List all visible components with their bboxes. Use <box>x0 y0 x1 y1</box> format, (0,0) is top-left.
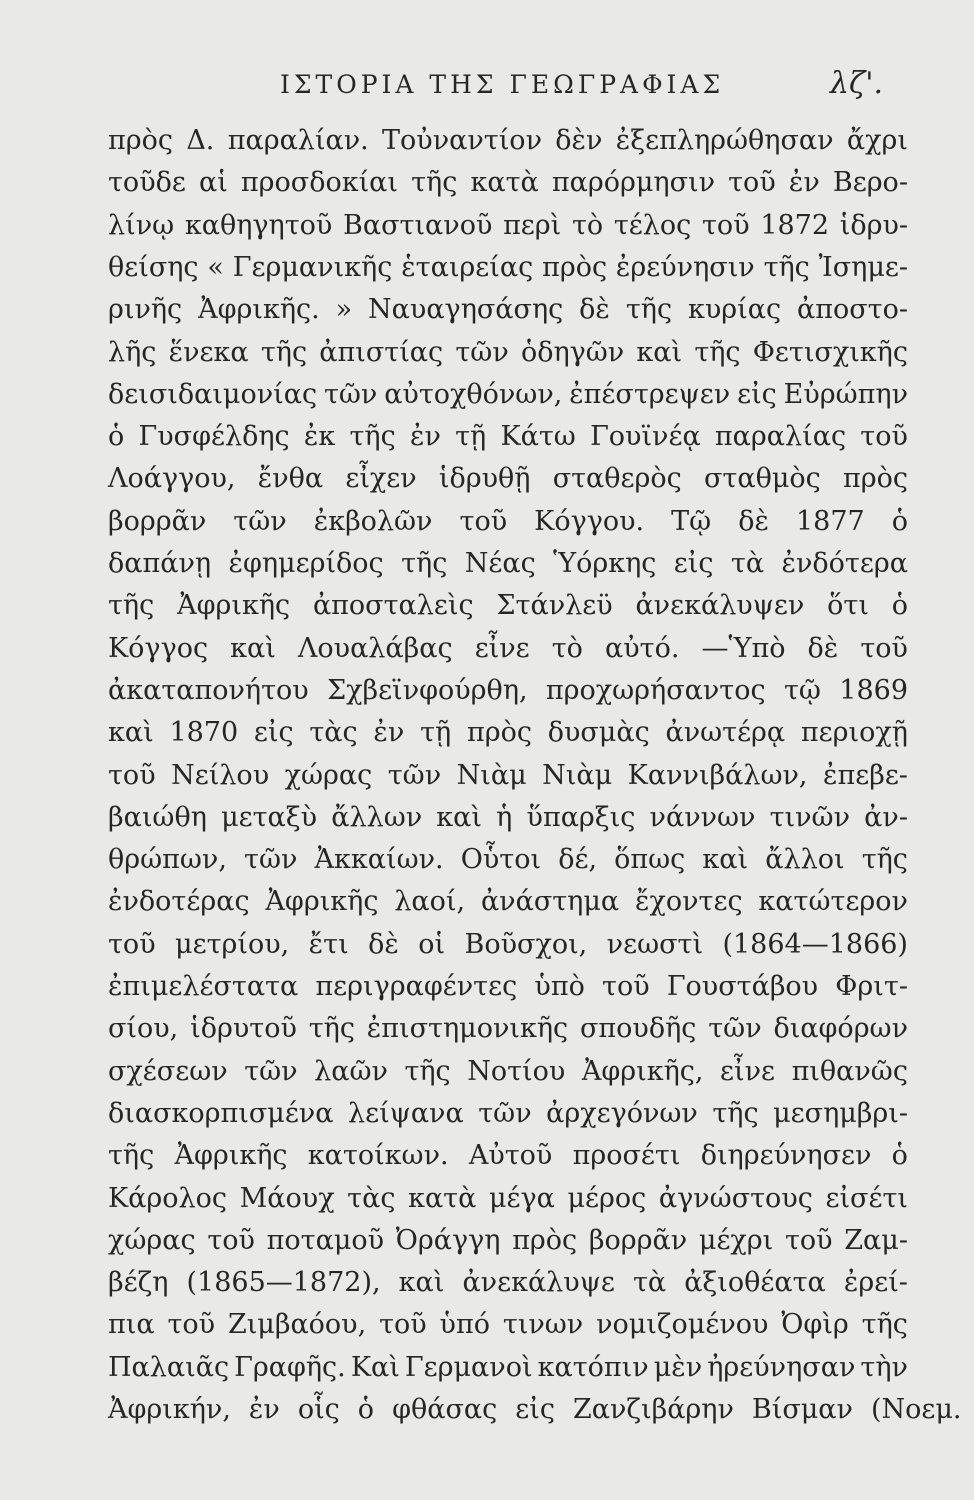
word: λῆς <box>108 336 157 368</box>
word: πρὸς <box>108 125 173 156</box>
word: ἔνθα <box>257 463 324 495</box>
word: τῶν <box>478 1097 532 1129</box>
word: Κόγγος <box>108 632 209 664</box>
word: περιοχῇ <box>800 717 908 749</box>
word: τοῦ <box>860 421 908 453</box>
text-line <box>108 837 908 883</box>
word: κατόπιν <box>537 1351 649 1383</box>
word: τὰς <box>309 717 358 749</box>
word: δαπάνῃ <box>108 548 212 579</box>
word: Δ. <box>186 125 215 156</box>
word: καὶ <box>436 801 482 833</box>
word: Κάρολος <box>108 1182 228 1214</box>
word: τὸ <box>551 632 583 664</box>
word: Νιὰμ <box>456 759 527 791</box>
word: Ζιμβαόου, <box>227 1309 367 1341</box>
word: Γερμανοὶ <box>404 1351 533 1383</box>
word: σπουδῆς <box>579 1013 697 1045</box>
word: βέζη <box>108 1267 169 1299</box>
word: πια <box>108 1309 155 1341</box>
word: ἑταιρείας <box>401 251 534 283</box>
word: Ἀκκαίων. <box>314 844 444 876</box>
word: καὶ <box>636 336 683 368</box>
word: τῆς <box>694 336 741 368</box>
word: —Ὑπὸ <box>701 632 786 664</box>
word: πρὸς <box>466 717 532 749</box>
word: οἱ <box>418 928 446 960</box>
word: ὅτι <box>827 590 869 622</box>
word: Γουστάβου <box>666 971 819 1002</box>
word: Ἰσημε- <box>818 251 908 283</box>
word: ἀκαταπονήτου <box>108 674 309 706</box>
text-line <box>108 1387 962 1433</box>
word: Βοῦσχοι, <box>464 928 588 960</box>
word: τῆς <box>260 336 308 368</box>
word: αἱ <box>198 167 228 199</box>
word: οἷς <box>297 1394 340 1425</box>
word: διαφόρων <box>773 1013 908 1045</box>
word: τῆς <box>349 421 396 453</box>
word: ἀνωτέρᾳ <box>665 717 786 749</box>
word: Ὀφὶρ <box>781 1309 849 1341</box>
word: ἐνδοτέρας <box>108 886 250 918</box>
word: διασκορπισμένα <box>108 1097 334 1129</box>
word: δὲ <box>738 505 769 537</box>
word: Ναυαγησάσης <box>368 294 564 326</box>
word: τῆς <box>411 167 458 199</box>
word: καὶ <box>702 844 749 876</box>
word: ρινῆς <box>108 294 183 326</box>
word: Ζανζιβάρην <box>572 1394 734 1425</box>
word: Λουαλάβας <box>297 632 453 664</box>
word: (1864—1866) <box>722 928 908 960</box>
word: λαοί, <box>394 886 466 918</box>
word: τοῦ <box>108 928 156 960</box>
word: ὁ <box>891 1140 908 1172</box>
word: τῷ <box>783 674 821 706</box>
word: κατὰ <box>470 167 539 199</box>
word: μεσημβρι- <box>773 1097 908 1129</box>
text-line <box>108 1218 908 1264</box>
word: παρόρμησιν <box>551 167 716 199</box>
word: βορρᾶν <box>588 1224 688 1256</box>
text-line <box>108 1091 908 1137</box>
word: ἀνεκάλυψεν <box>635 590 805 622</box>
word: ἀρχεγόνων <box>546 1097 698 1129</box>
word: τῆς <box>401 548 448 579</box>
word: τῶν <box>455 336 509 368</box>
word: προσέτι <box>572 1140 681 1172</box>
word: τῆς <box>404 1055 451 1087</box>
word: εἰς <box>737 378 777 410</box>
word: Γραφῆς. <box>234 1351 346 1383</box>
word: προσδοκίαι <box>240 167 399 199</box>
word: τῶν <box>233 505 287 537</box>
word: ἱδρυθῇ <box>438 463 531 495</box>
text-line <box>108 626 908 672</box>
text-line <box>108 118 908 164</box>
word: πιθανῶς <box>791 1055 908 1087</box>
word: μέγα <box>488 1182 555 1214</box>
word: βαιώθη <box>108 801 207 833</box>
word: προχωρήσαντος <box>545 674 766 706</box>
word: ἀν- <box>864 801 908 833</box>
word: Καὶ <box>350 1351 400 1383</box>
word: σταθμὸς <box>704 463 821 495</box>
word: Βαστιανοῦ <box>343 209 493 241</box>
word: τοῦ <box>379 1309 427 1341</box>
word: ἄχρι <box>846 125 908 156</box>
text-line <box>108 372 908 418</box>
word: ἐρεύνησιν <box>615 251 755 283</box>
word: μετρίου, <box>175 928 290 960</box>
word: τῆς <box>308 1013 355 1045</box>
word: καὶ <box>398 1267 445 1299</box>
word: Νείλου <box>171 759 270 791</box>
word: ἡ <box>496 801 513 833</box>
word: 1869 <box>839 674 908 706</box>
word: κατὰ <box>408 1182 477 1214</box>
word: Ἀφρικῆς <box>177 590 291 622</box>
word: Ἀφρικῆς <box>174 1140 288 1172</box>
text-line <box>108 1345 908 1391</box>
word: (Νοεμ. <box>870 1394 962 1425</box>
word: μὲν <box>653 1351 703 1383</box>
word: Γουϊνέᾳ <box>590 421 701 453</box>
word: ὕπαρξις <box>526 801 636 833</box>
word: εἰς <box>673 548 714 579</box>
text-line <box>108 160 908 206</box>
word: ἐπέστρεψεν <box>569 378 731 410</box>
word: τὰς <box>347 1182 396 1214</box>
word: τῶν <box>708 1013 762 1045</box>
text-line <box>108 330 908 376</box>
word: Καννιβάλων, <box>627 759 808 791</box>
word: δὲ <box>368 928 399 960</box>
word: λίνῳ <box>108 209 175 241</box>
word: τῆς <box>763 251 810 283</box>
word: κατώτερον <box>758 886 908 918</box>
word: μέχρι <box>698 1224 774 1256</box>
word: τοῦ <box>784 1224 833 1256</box>
word: ἐξεπληρώθησαν <box>615 125 834 156</box>
word: τοῦ <box>728 167 776 199</box>
word: δεισιδαιμονίας <box>108 378 318 410</box>
word: Εὐρώπην <box>783 378 908 410</box>
word: Νιὰμ <box>542 759 613 791</box>
text-line <box>108 414 908 460</box>
word: ὑπό <box>439 1309 490 1341</box>
word: 1870 <box>169 717 239 749</box>
word: ἱδρυτοῦ <box>190 1013 297 1045</box>
word: Αὐτοῦ <box>468 1140 553 1172</box>
word: Βερο- <box>832 167 908 199</box>
word: σταθερὸς <box>552 463 682 495</box>
word: ἐπεβε- <box>822 759 908 791</box>
word: τοῦ <box>108 759 156 791</box>
word: τῶν <box>244 1055 298 1087</box>
text-line <box>108 1133 908 1179</box>
word: θρώπων, <box>108 844 227 876</box>
word: τέλος <box>613 209 692 241</box>
word: ὑπὸ <box>534 971 585 1002</box>
word: λείψανα <box>347 1097 464 1129</box>
word: χώρας <box>284 759 373 791</box>
word: « <box>207 251 224 283</box>
word: κυρίας <box>687 294 782 326</box>
text-line <box>108 753 908 799</box>
word: τοῦ <box>459 505 508 537</box>
word: τῆς <box>108 590 155 622</box>
word: ἐν <box>373 717 405 749</box>
word: Ὑόρκης <box>553 548 657 579</box>
word: τινων <box>502 1309 584 1341</box>
body-text <box>0 118 974 1448</box>
word: τοῦ <box>860 632 908 664</box>
text-line <box>108 964 908 1010</box>
word: πρὸς <box>542 251 608 283</box>
word: ὁ <box>357 1394 375 1425</box>
word: (1865—1872), <box>186 1267 381 1299</box>
text-line <box>108 1260 908 1306</box>
word: τῶν <box>387 759 442 791</box>
word: τῶν <box>323 378 378 410</box>
word: τοῦδε <box>108 167 186 199</box>
word: κατοίκων. <box>307 1140 449 1172</box>
word: ἐπιστημονικῆς <box>366 1013 569 1045</box>
word: τῇ <box>455 421 487 453</box>
word: εἶχεν <box>345 463 417 495</box>
word: Φριτ- <box>835 971 908 1002</box>
word: Κόγγου. <box>534 505 645 537</box>
word: ἐνδότερα <box>781 548 908 579</box>
word: Βίσμαν <box>751 1394 853 1425</box>
word: δὲ <box>579 294 610 326</box>
word: βορρᾶν <box>108 505 207 537</box>
word: τῆς <box>108 1140 155 1172</box>
word: λαῶν <box>314 1055 388 1087</box>
word: δυσμὰς <box>547 717 650 749</box>
word: ἀξιοθέατα <box>684 1267 826 1299</box>
word: θείσης <box>108 251 199 283</box>
word: Νοτίου <box>467 1055 566 1087</box>
word: Λοάγγου, <box>108 463 236 495</box>
word: τὰ <box>632 1267 667 1299</box>
word: ὁδηγῶν <box>520 336 625 368</box>
word: τῶν <box>244 844 298 876</box>
word: εἶνε <box>720 1055 776 1087</box>
word: Σχβεϊνφούρθη, <box>327 674 528 706</box>
page-header <box>0 66 974 106</box>
word: Ἀφρικήν, <box>108 1394 231 1425</box>
word: ἐν <box>409 421 441 453</box>
word: 1872 <box>760 209 830 241</box>
word: σχέσεων <box>108 1055 228 1087</box>
word: Ἀφρικῆς, <box>581 1055 704 1087</box>
word: ἀποστο- <box>797 294 908 326</box>
word: ἠρεύνησαν <box>707 1351 856 1383</box>
word: ἐφημερίδος <box>228 548 384 579</box>
word: ἐν <box>788 167 820 199</box>
word: δέ, <box>558 844 598 876</box>
word: τοῦ <box>702 209 750 241</box>
text-line <box>108 1302 908 1348</box>
word: μέρος <box>567 1182 647 1214</box>
word: ἀποσταλεὶς <box>312 590 474 622</box>
word: τοῦ <box>207 1224 255 1256</box>
word: Οὗτοι <box>460 844 542 876</box>
text-line <box>108 1006 908 1052</box>
word: τοῦ <box>167 1309 216 1341</box>
word: ἔτι <box>308 928 349 960</box>
text-line <box>108 1049 908 1095</box>
word: ἐν <box>248 1394 280 1425</box>
word: πρὸς <box>512 1224 578 1256</box>
word: ἀγνώστους <box>658 1182 813 1214</box>
word: εἰς <box>515 1394 555 1425</box>
word: παραλίαν. <box>227 125 369 156</box>
word: τῆς <box>861 1309 908 1341</box>
text-line <box>108 583 908 629</box>
word: καθηγητοῦ <box>184 209 333 241</box>
page-number: λζ'. <box>830 66 884 101</box>
word: ἕνεκα <box>168 336 249 368</box>
word: νάννων <box>649 801 756 833</box>
word: τὰ <box>730 548 765 579</box>
word: Τοὐναντίον <box>382 125 542 156</box>
word: τῆς <box>861 844 908 876</box>
text-line <box>108 879 908 925</box>
word: χώρας <box>108 1224 196 1256</box>
word: ἄλλων <box>331 801 423 833</box>
word: σίου, <box>108 1013 179 1045</box>
word: Ζαμ- <box>844 1224 908 1256</box>
word: ἀπιστίας <box>319 336 444 368</box>
word: ποταμοῦ <box>266 1224 385 1256</box>
text-line <box>108 456 908 502</box>
word: καὶ <box>108 717 154 749</box>
text-line <box>108 245 908 291</box>
word: ὁ <box>891 590 908 622</box>
word: νεωστὶ <box>606 928 704 960</box>
word: » <box>335 294 353 326</box>
word: ὁ <box>108 421 125 453</box>
word: ἔχοντες <box>635 886 743 918</box>
text-line <box>108 922 908 968</box>
word: διηρεύνησεν <box>700 1140 872 1172</box>
word: τινῶν <box>769 801 850 833</box>
word: εἶνε <box>474 632 530 664</box>
word: τοῦ <box>602 971 650 1002</box>
text-line <box>108 668 908 714</box>
text-line <box>108 499 908 545</box>
word: Κάτω <box>500 421 576 453</box>
word: ἐκ <box>303 421 336 453</box>
word: μεταξὺ <box>221 801 318 833</box>
word: περιγραφέντες <box>315 971 518 1002</box>
word: ἱδρυ- <box>839 209 908 241</box>
word: ἀνάστημα <box>480 886 620 918</box>
word: Ἀφρικῆς. <box>198 294 320 326</box>
word: Τῷ <box>671 505 712 537</box>
word: ἐκβολῶν <box>313 505 433 537</box>
word: παραλίας <box>714 421 847 453</box>
text-line <box>108 203 908 249</box>
word: τὸ <box>571 209 604 241</box>
word: Ἀφρικῆς <box>265 886 379 918</box>
word: δὲ <box>807 632 839 664</box>
word: ἀνεκάλυψε <box>462 1267 615 1299</box>
running-title: ΙΣΤΟΡΙΑ ΤΗΣ ΓΕΩΓΡΑΦΙΑΣ <box>280 70 725 99</box>
text-line <box>108 287 908 333</box>
word: αὐτό. <box>605 632 680 664</box>
word: εἰσέτι <box>825 1182 908 1214</box>
word: Στάνλεϋ <box>496 590 613 622</box>
word: φθάσας <box>392 1394 498 1425</box>
text-line <box>108 1176 908 1222</box>
word: Γυσφέλδης <box>138 421 290 453</box>
word: ἐπιμελέστατα <box>108 971 299 1002</box>
word: τὴν <box>860 1351 908 1383</box>
word: ὅπως <box>614 844 686 876</box>
word: δὲν <box>555 125 603 156</box>
word: Γερμανικῆς <box>232 251 393 283</box>
word: ἄλλοι <box>765 844 845 876</box>
word: Νέας <box>464 548 536 579</box>
text-line <box>108 710 908 756</box>
word: 1877 <box>795 505 865 537</box>
word: Μάουχ <box>239 1182 335 1214</box>
word: τῆς <box>712 1097 759 1129</box>
word: νομιζομένου <box>596 1309 769 1341</box>
text-line <box>108 541 908 587</box>
word: πρὸς <box>843 463 908 495</box>
word: καὶ <box>230 632 276 664</box>
word: Φετισχικῆς <box>752 336 908 368</box>
word: τῆς <box>625 294 673 326</box>
word: Παλαιᾶς <box>108 1351 230 1383</box>
word: εἰς <box>253 717 294 749</box>
word: αὐτοχθόνων, <box>384 378 563 410</box>
word: ἐρεί- <box>843 1267 908 1299</box>
word: περὶ <box>503 209 562 241</box>
text-line <box>108 795 908 841</box>
word: Ὀράγγη <box>395 1224 501 1256</box>
word: ὁ <box>891 505 908 537</box>
word: τῇ <box>420 717 452 749</box>
